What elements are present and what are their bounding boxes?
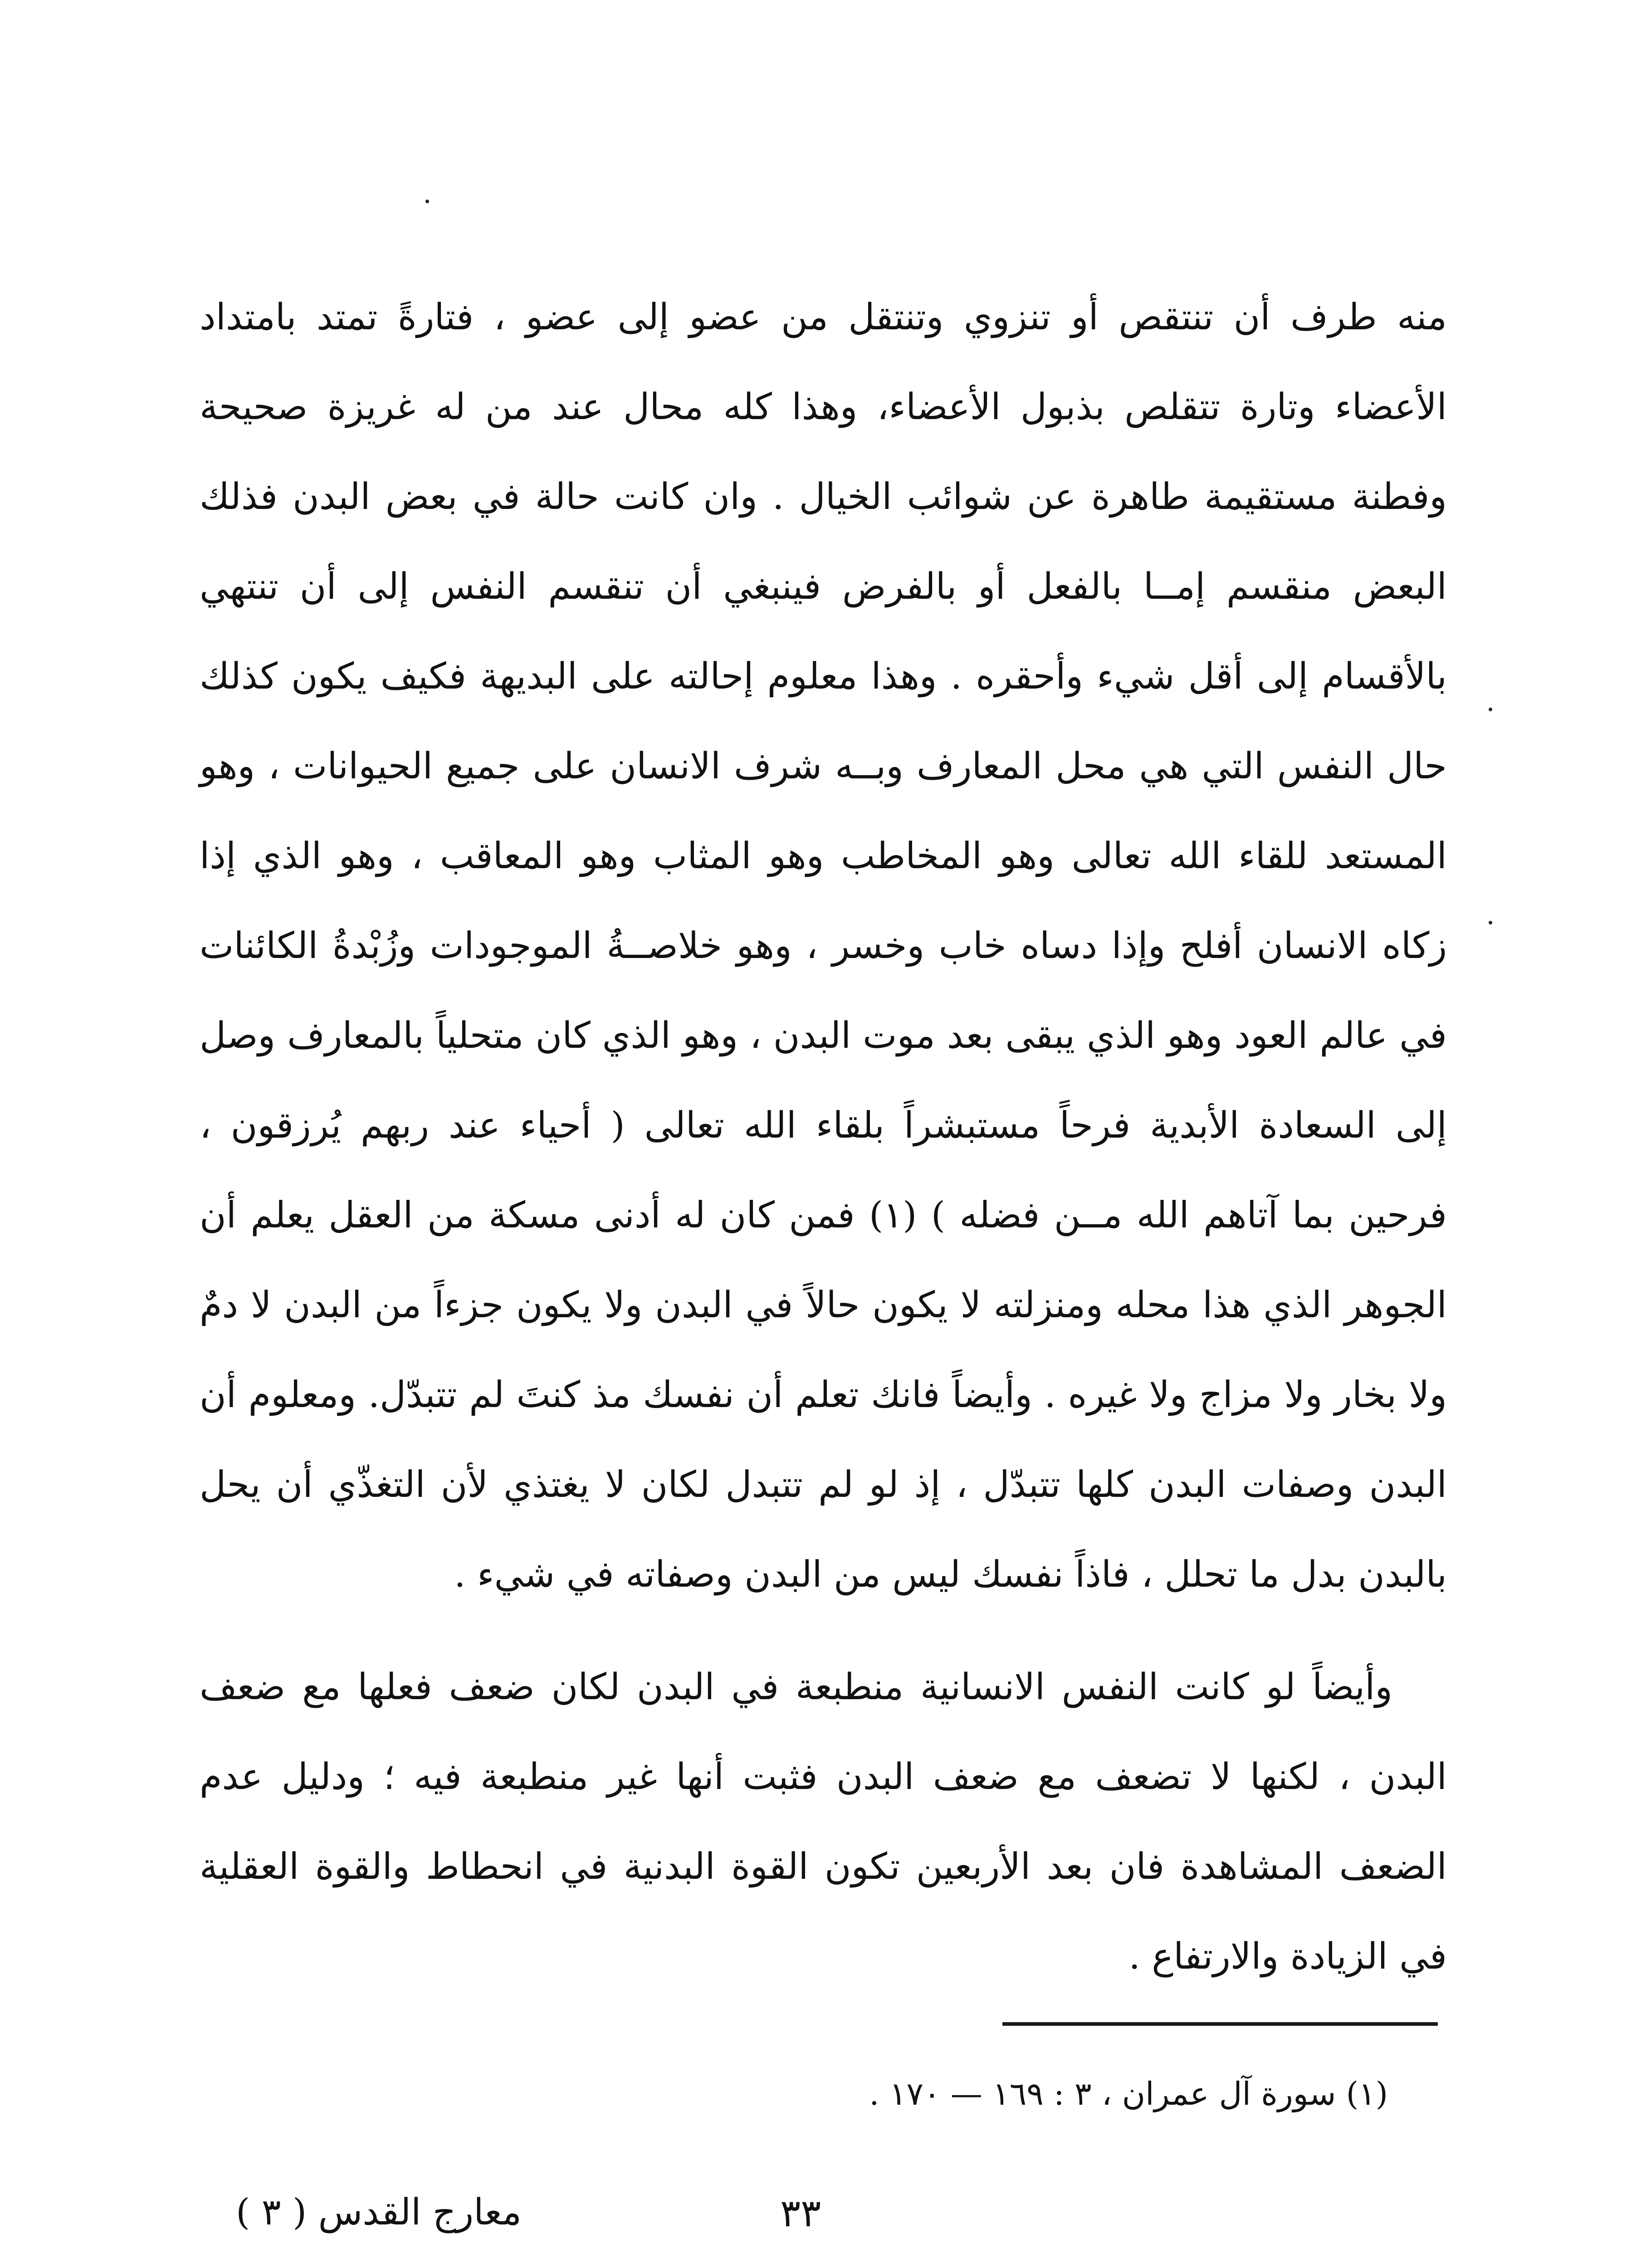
running-title: معارج القدس ( ٣ ) xyxy=(236,2191,522,2233)
footnote-separator xyxy=(1002,2022,1438,2026)
ink-speck xyxy=(425,200,429,203)
ink-speck xyxy=(1489,921,1492,924)
footnote: (١) سورة آل عمران ، ٣ : ١٦٩ — ١٧٠ . xyxy=(869,2075,1388,2112)
page-number: ٣٣ xyxy=(780,2191,821,2235)
main-paragraph: منه طرف أن تنتقص أو تنزوي وتنتقل من عضو إلى عضو ، فتارةً تمتد بامتداد الأعضاء وتارة تتقلص بذبول الأعضاء، وهذا كله محال عند من له غريزة صحيحة وفطنة مستقيمة طاهرة عن شوائب الخيال . وان كانت حالة في بعض البدن فذلك البعض منقسم إمــا بالفعل أو بالفرض فينبغي أن تنقسم النفس إلى أن تنتهي بالأقسام إلى أقل شيء وأحقره . وهذا معلوم إحالته على البديهة فكيف يكون كذلك حال النفس التي هي محل المعارف وبــه شرف الانسان على جميع الحيوانات ، وهو المستعد للقاء الله تعالى وهو المخاطب وهو المثاب وهو المعاقب ، وهو الذي إذا زكاه الانسان أفلح وإذا دساه خاب وخسر ، وهو خلاصــةُ الموجودات وزُبْدةُ الكائنات في عالم العود وهو الذي يبقى بعد موت البدن ، وهو الذي كان متحلياً بالمعارف وصل إلى السعادة الأبدية فرحاً مستبشراً بلقاء الله تعالى ( أحياء عند ربهم يُرزقون ، فرحين بما آتاهم الله مــن فضله ) (١) فمن كان له أدنى مسكة من العقل يعلم أن الجوهر الذي هذا محله ومنزلته لا يكون حالاً في البدن ولا يكون جزءاً من البدن لا دمٌ ولا بخار ولا مزاج ولا غيره . وأيضاً فانك تعلم أن نفسك مذ كنتَ لم تتبدّل. ومعلوم أن البدن وصفات البدن كلها تتبدّل ، إذ لو لم تتبدل لكان لا يغتذي لأن التغذّي أن يحل بالبدن بدل ما تحلل ، فاذاً نفسك ليس من البدن وصفاته في شيء . xyxy=(200,296,1447,1595)
second-paragraph: وأيضاً لو كانت النفس الانسانية منطبعة في البدن لكان ضعف فعلها مع ضعف البدن ، لكنها لا تضعف مع ضعف البدن فثبت أنها غير منطبعة فيه ؛ ودليل عدم الضعف المشاهدة فان بعد الأربعين تكون القوة البدنية في انحطاط والقوة العقلية في الزيادة والارتفاع . xyxy=(200,1666,1447,1977)
ink-speck xyxy=(1489,708,1492,711)
